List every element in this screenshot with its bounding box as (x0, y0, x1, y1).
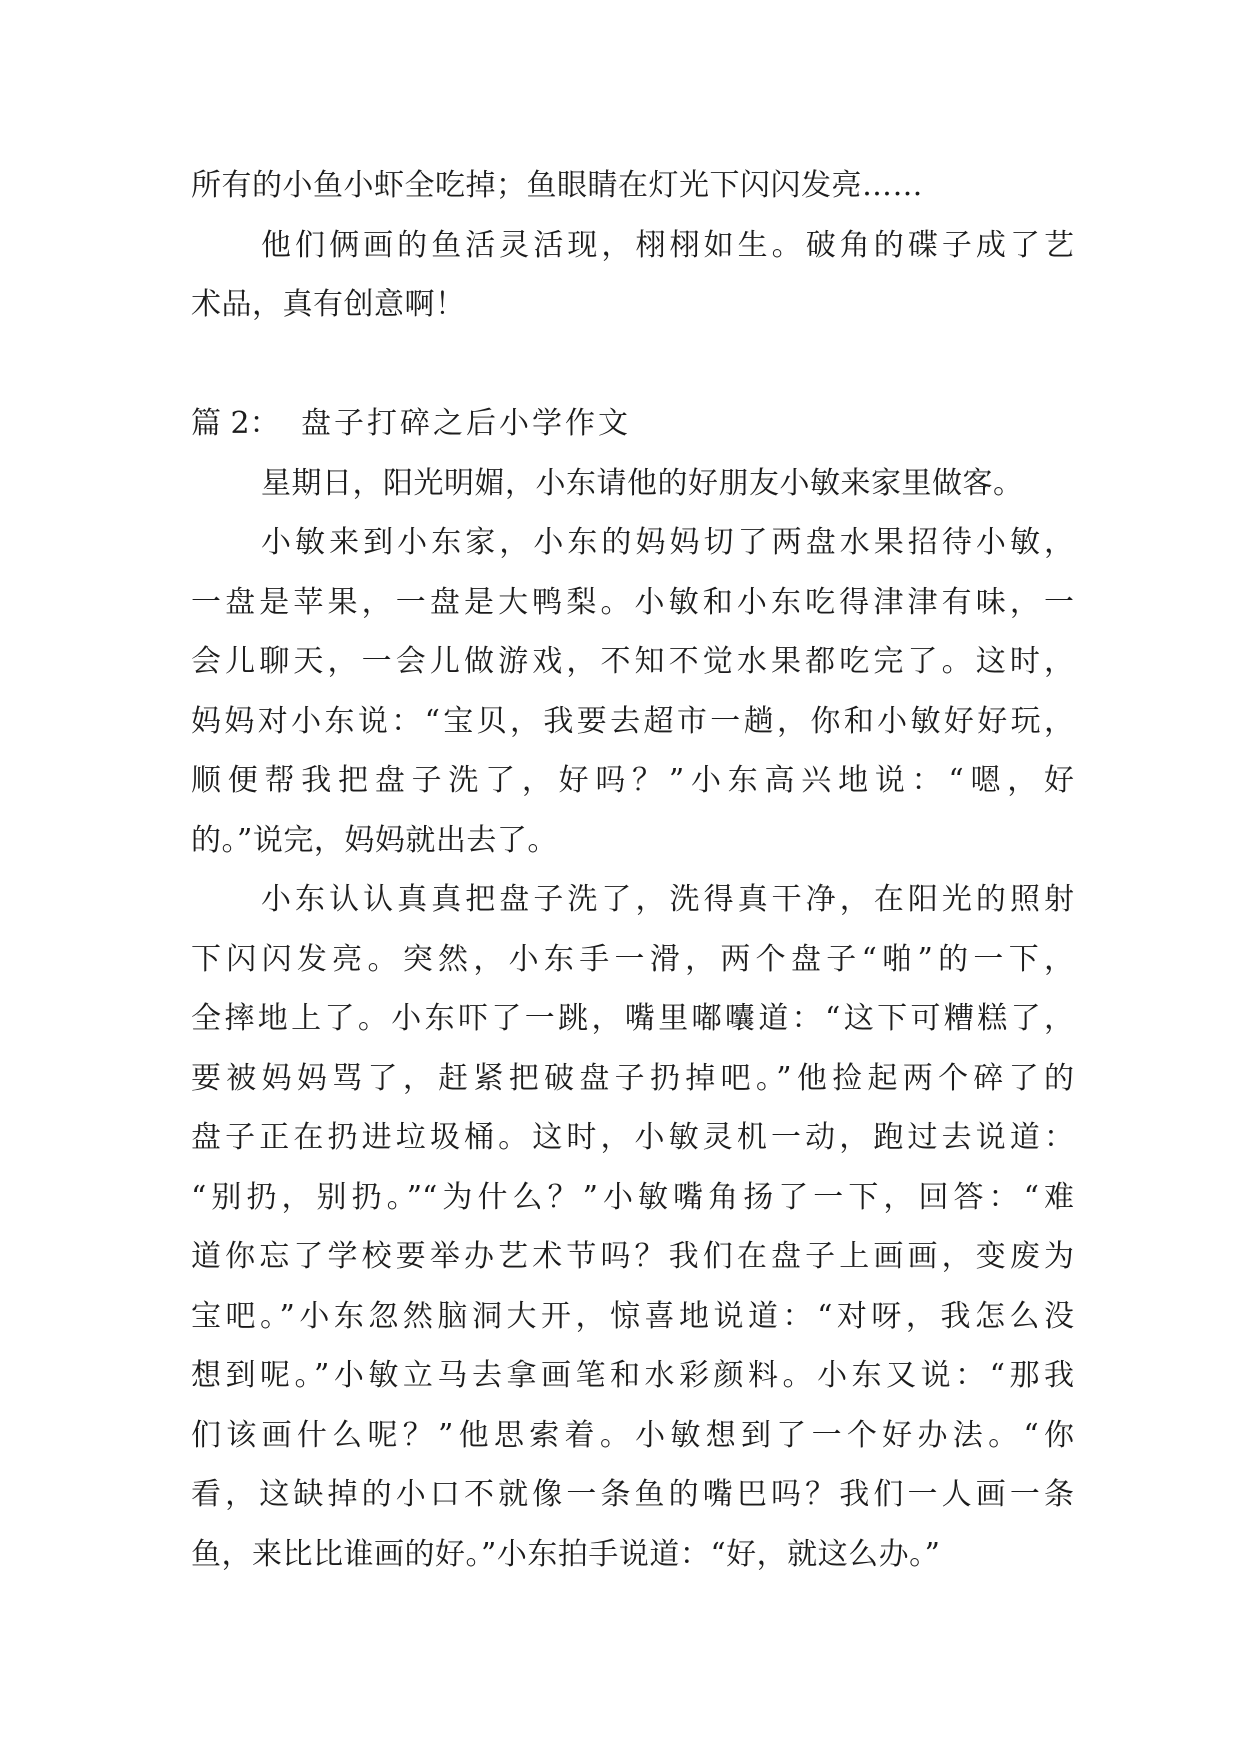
text-line: 道你忘了学校要举办艺术节吗？我们在盘子上画画，变废为 (191, 1239, 1074, 1274)
text-line: 会儿聊天，一会儿做游戏，不知不觉水果都吃完了。这时， (191, 644, 1074, 679)
text-line: “别扔，别扔。”“为什么？”小敏嘴角扬了一下，回答：“难 (191, 1179, 1074, 1215)
text-line: 鱼，来比比谁画的好。”小东拍手说道：“好，就这么办。” (191, 1536, 941, 1572)
text-line: 他们俩画的鱼活灵活现，栩栩如生。破角的碟子成了艺 (261, 227, 1074, 263)
document-body (191, 156, 1074, 1584)
text-line: 们该画什么呢？”他思索着。小敏想到了一个好办法。“你 (191, 1417, 1074, 1453)
paragraph (191, 454, 1074, 514)
section-label: 篇 2： (191, 406, 280, 441)
text-line: 星期日，阳光明媚，小东请他的好朋友小敏来家里做客。 (261, 465, 1024, 501)
text-line: 一盘是苹果，一盘是大鸭梨。小敏和小东吃得津津有味，一 (191, 584, 1074, 620)
text-line: 小东认认真真把盘子洗了，洗得真干净，在阳光的照射 (261, 882, 1074, 917)
text-line: 妈妈对小东说：“宝贝，我要去超市一趟，你和小敏好好玩， (191, 703, 1074, 739)
text-line: 想到呢。”小敏立马去拿画笔和水彩颜料。小东又说：“那我 (191, 1358, 1074, 1393)
section-title: 盘子打碎之后小学作文 (301, 406, 631, 441)
text-line: 看，这缺掉的小口不就像一条鱼的嘴巴吗？我们一人画一条 (191, 1477, 1074, 1512)
text-line: 要被妈妈骂了，赶紧把破盘子扔掉吧。”他捡起两个碎了的 (191, 1060, 1074, 1096)
text-line: 术品，真有创意啊！ (191, 287, 466, 322)
paragraph-continued (191, 156, 1074, 216)
blank-line (191, 335, 1074, 395)
text-line: 所有的小鱼小虾全吃掉；鱼眼睛在灯光下闪闪发亮…… (191, 168, 923, 203)
paragraph (191, 513, 1074, 870)
text-line: 顺便帮我把盘子洗了，好吗？”小东高兴地说：“嗯，好 (191, 763, 1074, 798)
section-heading (191, 394, 1074, 454)
text-line: 的。”说完，妈妈就出去了。 (191, 822, 558, 858)
text-line: 下闪闪发亮。突然，小东手一滑，两个盘子“啪”的一下， (191, 941, 1074, 977)
text-line: 小敏来到小东家，小东的妈妈切了两盘水果招待小敏， (261, 525, 1074, 560)
paragraph (191, 870, 1074, 1584)
text-line: 盘子正在扔进垃圾桶。这时，小敏灵机一动，跑过去说道： (191, 1120, 1074, 1155)
paragraph (191, 216, 1074, 335)
text-line: 宝吧。”小东忽然脑洞大开，惊喜地说道：“对呀，我怎么没 (191, 1298, 1074, 1334)
text-line: 全摔地上了。小东吓了一跳，嘴里嘟囔道：“这下可糟糕了， (191, 1001, 1074, 1036)
